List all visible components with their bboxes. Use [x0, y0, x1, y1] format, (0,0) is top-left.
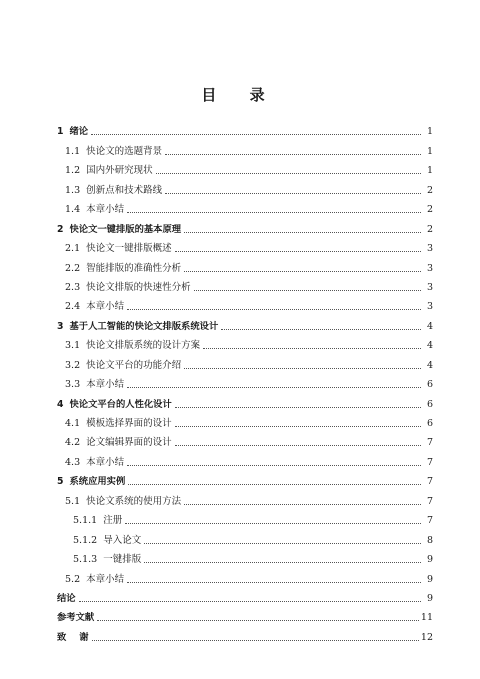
toc-entry-number: 1.3 — [65, 184, 81, 196]
dot-leader — [165, 154, 421, 155]
toc-entry-label: 本章小结 — [86, 204, 125, 216]
toc-entry-text — [57, 612, 95, 624]
toc-entry-text — [57, 632, 90, 644]
toc-entry-label: 结论 — [57, 592, 76, 604]
toc-entry-number: 5.1.2 — [73, 534, 98, 546]
toc-entry-label: 本章小结 — [86, 379, 125, 391]
toc-entry[interactable] — [57, 177, 433, 196]
toc-entry[interactable] — [57, 527, 433, 546]
toc-entry[interactable] — [57, 216, 433, 235]
toc-entry-page-number: 6 — [426, 398, 433, 410]
toc-entry-label: 模板选择界面的设计 — [86, 418, 172, 429]
toc-entry-text — [65, 437, 173, 449]
toc-entry-label: 快论文排版系统的设计方案 — [86, 340, 201, 352]
dot-leader — [221, 329, 421, 330]
toc-entry[interactable] — [57, 158, 433, 177]
toc-entry-label: 智能排版的准确性分析 — [86, 262, 182, 274]
toc-entry-text — [65, 243, 173, 255]
dot-leader — [194, 290, 421, 291]
toc-entry[interactable] — [57, 547, 433, 566]
toc-entry-label: 创新点和技术路线 — [86, 184, 163, 196]
dot-leader — [203, 348, 421, 349]
toc-entry-label: 绪论 — [69, 126, 89, 138]
toc-entry-text — [57, 399, 173, 411]
toc-entry-number: 1.4 — [65, 204, 81, 216]
toc-entry-page-number: 7 — [426, 476, 433, 488]
toc-entry-page-number: 2 — [426, 184, 433, 196]
toc-entry-label: 导入论文 — [103, 534, 142, 546]
toc-entry-text — [57, 224, 182, 236]
toc-entry-label: 快论文排版的快速性分析 — [86, 281, 191, 293]
toc-entry-page-number: 9 — [426, 573, 433, 585]
dot-leader — [91, 134, 421, 135]
toc-entry-number: 3 — [57, 320, 64, 332]
toc-entry-page-number: 4 — [426, 359, 433, 371]
dot-leader — [175, 426, 421, 427]
toc-entry[interactable] — [57, 469, 433, 488]
toc-entry-label: 致 谢 — [57, 631, 89, 643]
toc-entry[interactable] — [57, 333, 433, 352]
toc-entry-number: 5.1.1 — [73, 515, 98, 527]
dot-leader — [127, 387, 421, 388]
toc-entry[interactable] — [57, 275, 433, 294]
toc-entry-number: 4.1 — [65, 418, 81, 429]
table-of-contents — [57, 119, 433, 644]
dot-leader — [175, 251, 421, 252]
toc-entry-page-number: 4 — [426, 340, 433, 352]
toc-title: 目 录 — [201, 86, 279, 104]
toc-entry-number: 5.1.3 — [73, 554, 98, 566]
dot-leader — [184, 504, 421, 505]
toc-entry[interactable] — [57, 566, 433, 585]
toc-entry-text — [65, 282, 192, 294]
toc-entry-page-number: 1 — [426, 145, 433, 157]
toc-entry[interactable] — [57, 119, 433, 138]
dot-leader — [97, 620, 419, 621]
toc-entry-text — [57, 126, 89, 138]
toc-entry-label: 快论文一键排版的基本原理 — [69, 223, 182, 235]
dot-leader — [128, 484, 421, 485]
toc-entry-page-number: 7 — [426, 515, 433, 527]
toc-entry-page-number: 7 — [426, 495, 433, 507]
toc-entry-label: 快论文一键排版概述 — [86, 243, 172, 255]
toc-entry-label: 快论文系统的使用方法 — [86, 495, 182, 507]
toc-entry[interactable] — [57, 294, 433, 313]
dot-leader — [125, 523, 421, 524]
toc-entry-text — [65, 574, 125, 586]
toc-entry-text — [65, 496, 182, 508]
toc-entry-text — [73, 535, 142, 547]
toc-entry[interactable] — [57, 605, 433, 624]
toc-entry-label: 一键排版 — [103, 554, 142, 566]
toc-entry-number: 3.2 — [65, 359, 81, 371]
toc-entry-page-number: 4 — [426, 320, 433, 332]
toc-entry[interactable] — [57, 430, 433, 449]
toc-entry[interactable] — [57, 372, 433, 391]
toc-entry-number: 4 — [57, 398, 64, 410]
toc-entry-text — [73, 554, 142, 566]
toc-entry-text — [65, 418, 173, 430]
toc-entry-label: 快论文平台的功能介绍 — [86, 359, 182, 371]
toc-entry-page-number: 1 — [426, 165, 433, 177]
dot-leader — [156, 173, 421, 174]
toc-entry-text — [65, 263, 182, 275]
dot-leader — [92, 640, 419, 641]
toc-entry-label: 快论文的选题背景 — [86, 145, 163, 157]
toc-entry-page-number: 8 — [426, 534, 433, 546]
toc-entry[interactable] — [57, 255, 433, 274]
toc-entry-page-number: 9 — [426, 592, 433, 604]
toc-entry-label: 基于人工智能的快论文排版系统设计 — [69, 320, 219, 332]
toc-entry-number: 2.4 — [65, 301, 81, 313]
toc-entry-page-number: 3 — [426, 243, 433, 255]
toc-entry-page-number: 12 — [420, 631, 433, 643]
toc-entry-number: 2.3 — [65, 281, 81, 293]
toc-entry-number: 1 — [57, 126, 64, 138]
toc-entry-text — [65, 379, 125, 391]
toc-entry-text — [65, 146, 163, 158]
toc-entry-page-number: 2 — [426, 204, 433, 216]
toc-entry[interactable] — [57, 236, 433, 255]
toc-entry-text — [57, 321, 219, 333]
toc-entry[interactable] — [57, 624, 433, 643]
dot-leader — [184, 368, 421, 369]
dot-leader — [127, 309, 421, 310]
toc-entry-number: 2.1 — [65, 243, 81, 255]
dot-leader — [184, 232, 421, 233]
toc-entry-label: 注册 — [103, 515, 123, 527]
dot-leader — [127, 465, 421, 466]
toc-entry-label: 参考文献 — [57, 612, 95, 624]
toc-entry-page-number: 7 — [426, 437, 433, 449]
toc-entry-number: 5.2 — [65, 573, 81, 585]
toc-entry-page-number: 1 — [426, 126, 433, 138]
dot-leader — [165, 193, 421, 194]
toc-entry-page-number: 9 — [426, 554, 433, 566]
toc-entry-number: 2.2 — [65, 262, 81, 274]
toc-entry-label: 本章小结 — [86, 301, 125, 313]
toc-entry[interactable] — [57, 508, 433, 527]
toc-entry-label: 本章小结 — [86, 573, 125, 585]
toc-entry-number: 2 — [57, 223, 64, 235]
toc-entry[interactable] — [57, 197, 433, 216]
toc-entry-number: 1.2 — [65, 165, 81, 177]
toc-entry-page-number: 11 — [420, 612, 433, 624]
toc-entry-text — [65, 301, 125, 313]
toc-entry-number: 3.1 — [65, 340, 81, 352]
toc-entry[interactable] — [57, 313, 433, 332]
dot-leader — [127, 582, 421, 583]
toc-entry-text — [65, 204, 125, 216]
toc-entry[interactable] — [57, 138, 433, 157]
toc-entry[interactable] — [57, 449, 433, 468]
toc-entry-number: 1.1 — [65, 145, 81, 157]
toc-entry-page-number: 6 — [426, 418, 433, 429]
toc-entry[interactable] — [57, 352, 433, 371]
toc-entry-page-number: 3 — [426, 262, 433, 274]
toc-entry-text — [65, 457, 125, 469]
toc-entry-text — [65, 165, 154, 177]
toc-entry-number: 5.1 — [65, 495, 81, 507]
toc-entry-text — [65, 360, 182, 372]
toc-entry-number: 5 — [57, 476, 64, 488]
toc-entry[interactable] — [57, 391, 433, 410]
toc-entry-page-number: 2 — [426, 223, 433, 235]
toc-entry-label: 国内外研究现状 — [86, 165, 153, 177]
toc-entry-text — [73, 515, 123, 527]
dot-leader — [79, 601, 421, 602]
toc-entry-label: 系统应用实例 — [69, 476, 126, 488]
dot-leader — [184, 271, 421, 272]
toc-entry[interactable] — [57, 411, 433, 430]
dot-leader — [144, 562, 421, 563]
toc-entry-number: 4.2 — [65, 437, 81, 449]
toc-entry-page-number: 7 — [426, 456, 433, 468]
toc-entry-number: 4.3 — [65, 456, 81, 468]
toc-entry[interactable] — [57, 586, 433, 605]
dot-leader — [175, 407, 421, 408]
toc-entry-text — [57, 476, 126, 488]
toc-entry-label: 论文编辑界面的设计 — [86, 437, 172, 449]
toc-entry-text — [65, 340, 201, 352]
toc-entry-page-number: 6 — [426, 379, 433, 391]
dot-leader — [144, 543, 421, 544]
toc-entry-text — [57, 593, 77, 605]
toc-entry-page-number: 3 — [426, 281, 433, 293]
toc-entry-number: 3.3 — [65, 379, 81, 391]
toc-entry[interactable] — [57, 488, 433, 507]
dot-leader — [127, 212, 421, 213]
toc-entry-label: 本章小结 — [86, 456, 125, 468]
dot-leader — [175, 445, 421, 446]
toc-entry-text — [65, 185, 163, 197]
toc-entry-label: 快论文平台的人性化设计 — [69, 398, 172, 410]
toc-entry-page-number: 3 — [426, 301, 433, 313]
